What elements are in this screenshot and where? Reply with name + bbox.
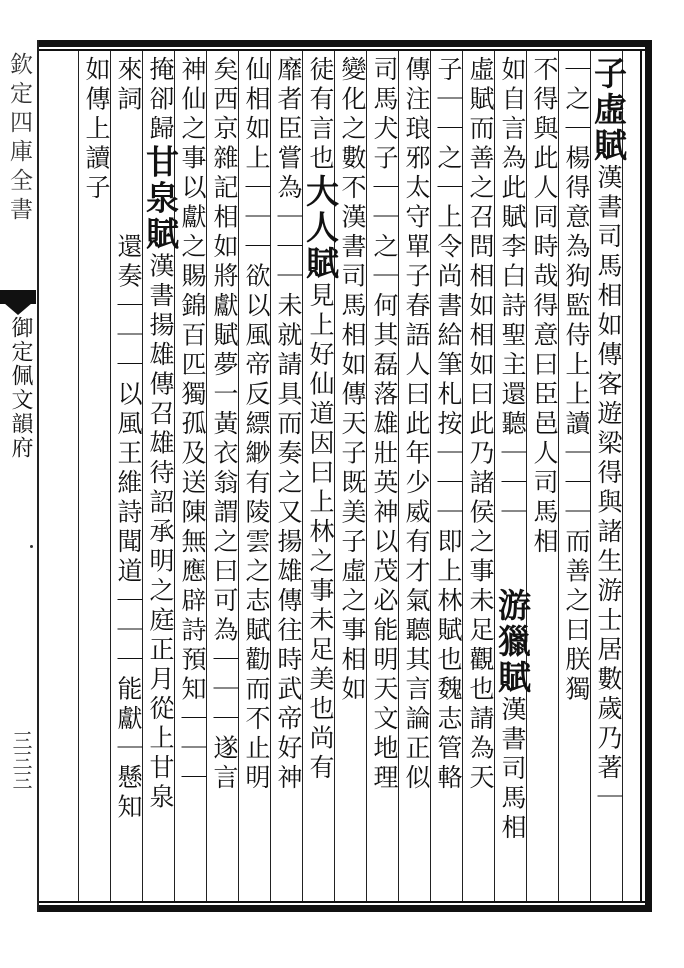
column-text: 如傳上讀子 <box>82 56 111 204</box>
frame-right-inner <box>640 49 642 903</box>
column-text: 漢書司馬相如傳天子既美子虛之事相如 <box>338 203 367 705</box>
frame-left <box>37 40 39 912</box>
text-column-1 <box>589 56 628 813</box>
column-text: 子｜｜之｜上令尚書給筆札按｜｜｜即上林賦也魏志管輅 <box>434 56 463 794</box>
page-number: 三三三 <box>9 730 33 790</box>
column-text: 神仙之事以獻之賜錦百匹獨孤及送陳無應辟詩預知｜｜｜ <box>178 56 207 794</box>
entry-head-daren: 大人賦 <box>301 174 340 282</box>
text-column-11 <box>274 56 302 794</box>
entry-head-youlie: 游獵賦 <box>493 588 532 696</box>
column-text: 漢書揚雄傳召雄待詔承明之庭正月從上甘泉 <box>146 252 175 813</box>
column-text: 傳注琅邪太守單子春語人曰此年少威有才氣聽其言論正似 <box>402 56 431 794</box>
text-column-8 <box>370 56 398 794</box>
column-text: 如自言為此賦李白詩聖主還聽｜｜｜ <box>498 56 527 528</box>
column-text: 變化之數不 <box>338 56 367 204</box>
column-text: 來詞 <box>114 56 143 115</box>
frame-bottom <box>37 905 651 912</box>
column-text: ｜之｜楊得意為狗監侍上上讀｜｜｜而善之曰朕獨 <box>562 56 591 705</box>
ink-dot <box>30 545 33 548</box>
column-text: 虛賦而善之召問相如相如曰此乃諸侯之事未足觀也請為天 <box>466 56 495 794</box>
column-text: 漢書司馬相如傳客遊梁得與諸生游士居數歲乃著｜ <box>594 164 623 813</box>
column-text: 還奏 <box>114 233 143 292</box>
column-text: 不得與此人同時哉得意曰臣邑人司馬相 <box>530 56 559 558</box>
margin-top-label: 欽定四庫全書 <box>6 52 32 226</box>
column-text: 見上好仙道因曰上林之事未足美也尚有 <box>306 282 335 784</box>
text-column-12 <box>242 56 270 794</box>
margin-fishtail-notch <box>4 303 32 315</box>
column-rule <box>78 51 79 901</box>
entry-head-zixu: 子虛賦 <box>589 56 628 164</box>
column-text: 掩卻歸 <box>146 56 175 145</box>
text-column-3 <box>530 56 558 558</box>
column-text: 漢書司馬相 <box>498 696 527 844</box>
text-column-13 <box>210 56 238 794</box>
column-text: 靡者臣嘗為｜｜｜未就請具而奏之又揚雄傳往時武帝好神 <box>274 56 303 794</box>
text-column-6 <box>434 56 462 794</box>
text-column-14 <box>178 56 206 794</box>
column-text: ｜｜｜以風王維詩聞道｜｜｜能獻｜懸知 <box>114 292 143 823</box>
text-column-4 <box>493 56 532 844</box>
text-column-15 <box>141 56 180 813</box>
column-text: 矣西京雜記相如將獻賦夢一黃衣翁謂之曰可為｜｜｜遂言 <box>210 56 239 794</box>
margin-fishtail-bar <box>0 290 36 304</box>
text-column-17 <box>82 56 110 204</box>
text-column-9 <box>338 56 366 705</box>
text-column-2 <box>562 56 590 705</box>
text-column-5 <box>466 56 494 794</box>
frame-bottom-inner <box>37 901 651 903</box>
text-column-10 <box>301 56 340 784</box>
frame-right <box>645 40 652 912</box>
entry-head-ganquan: 甘泉賦 <box>141 144 180 253</box>
column-text: 徒有言也 <box>306 56 335 174</box>
frame-top <box>37 40 651 47</box>
text-column-16 <box>114 56 142 823</box>
text-column-7 <box>402 56 430 794</box>
margin-book-title: 御定佩文韻府 <box>8 316 33 460</box>
column-text: 司馬犬子｜｜之｜何其磊落雄壯英神以茂必能明天文地理 <box>370 56 399 794</box>
column-text: 仙相如上｜｜｜欲以風帝反縹緲有陵雲之志賦勸而不止明 <box>242 56 271 794</box>
